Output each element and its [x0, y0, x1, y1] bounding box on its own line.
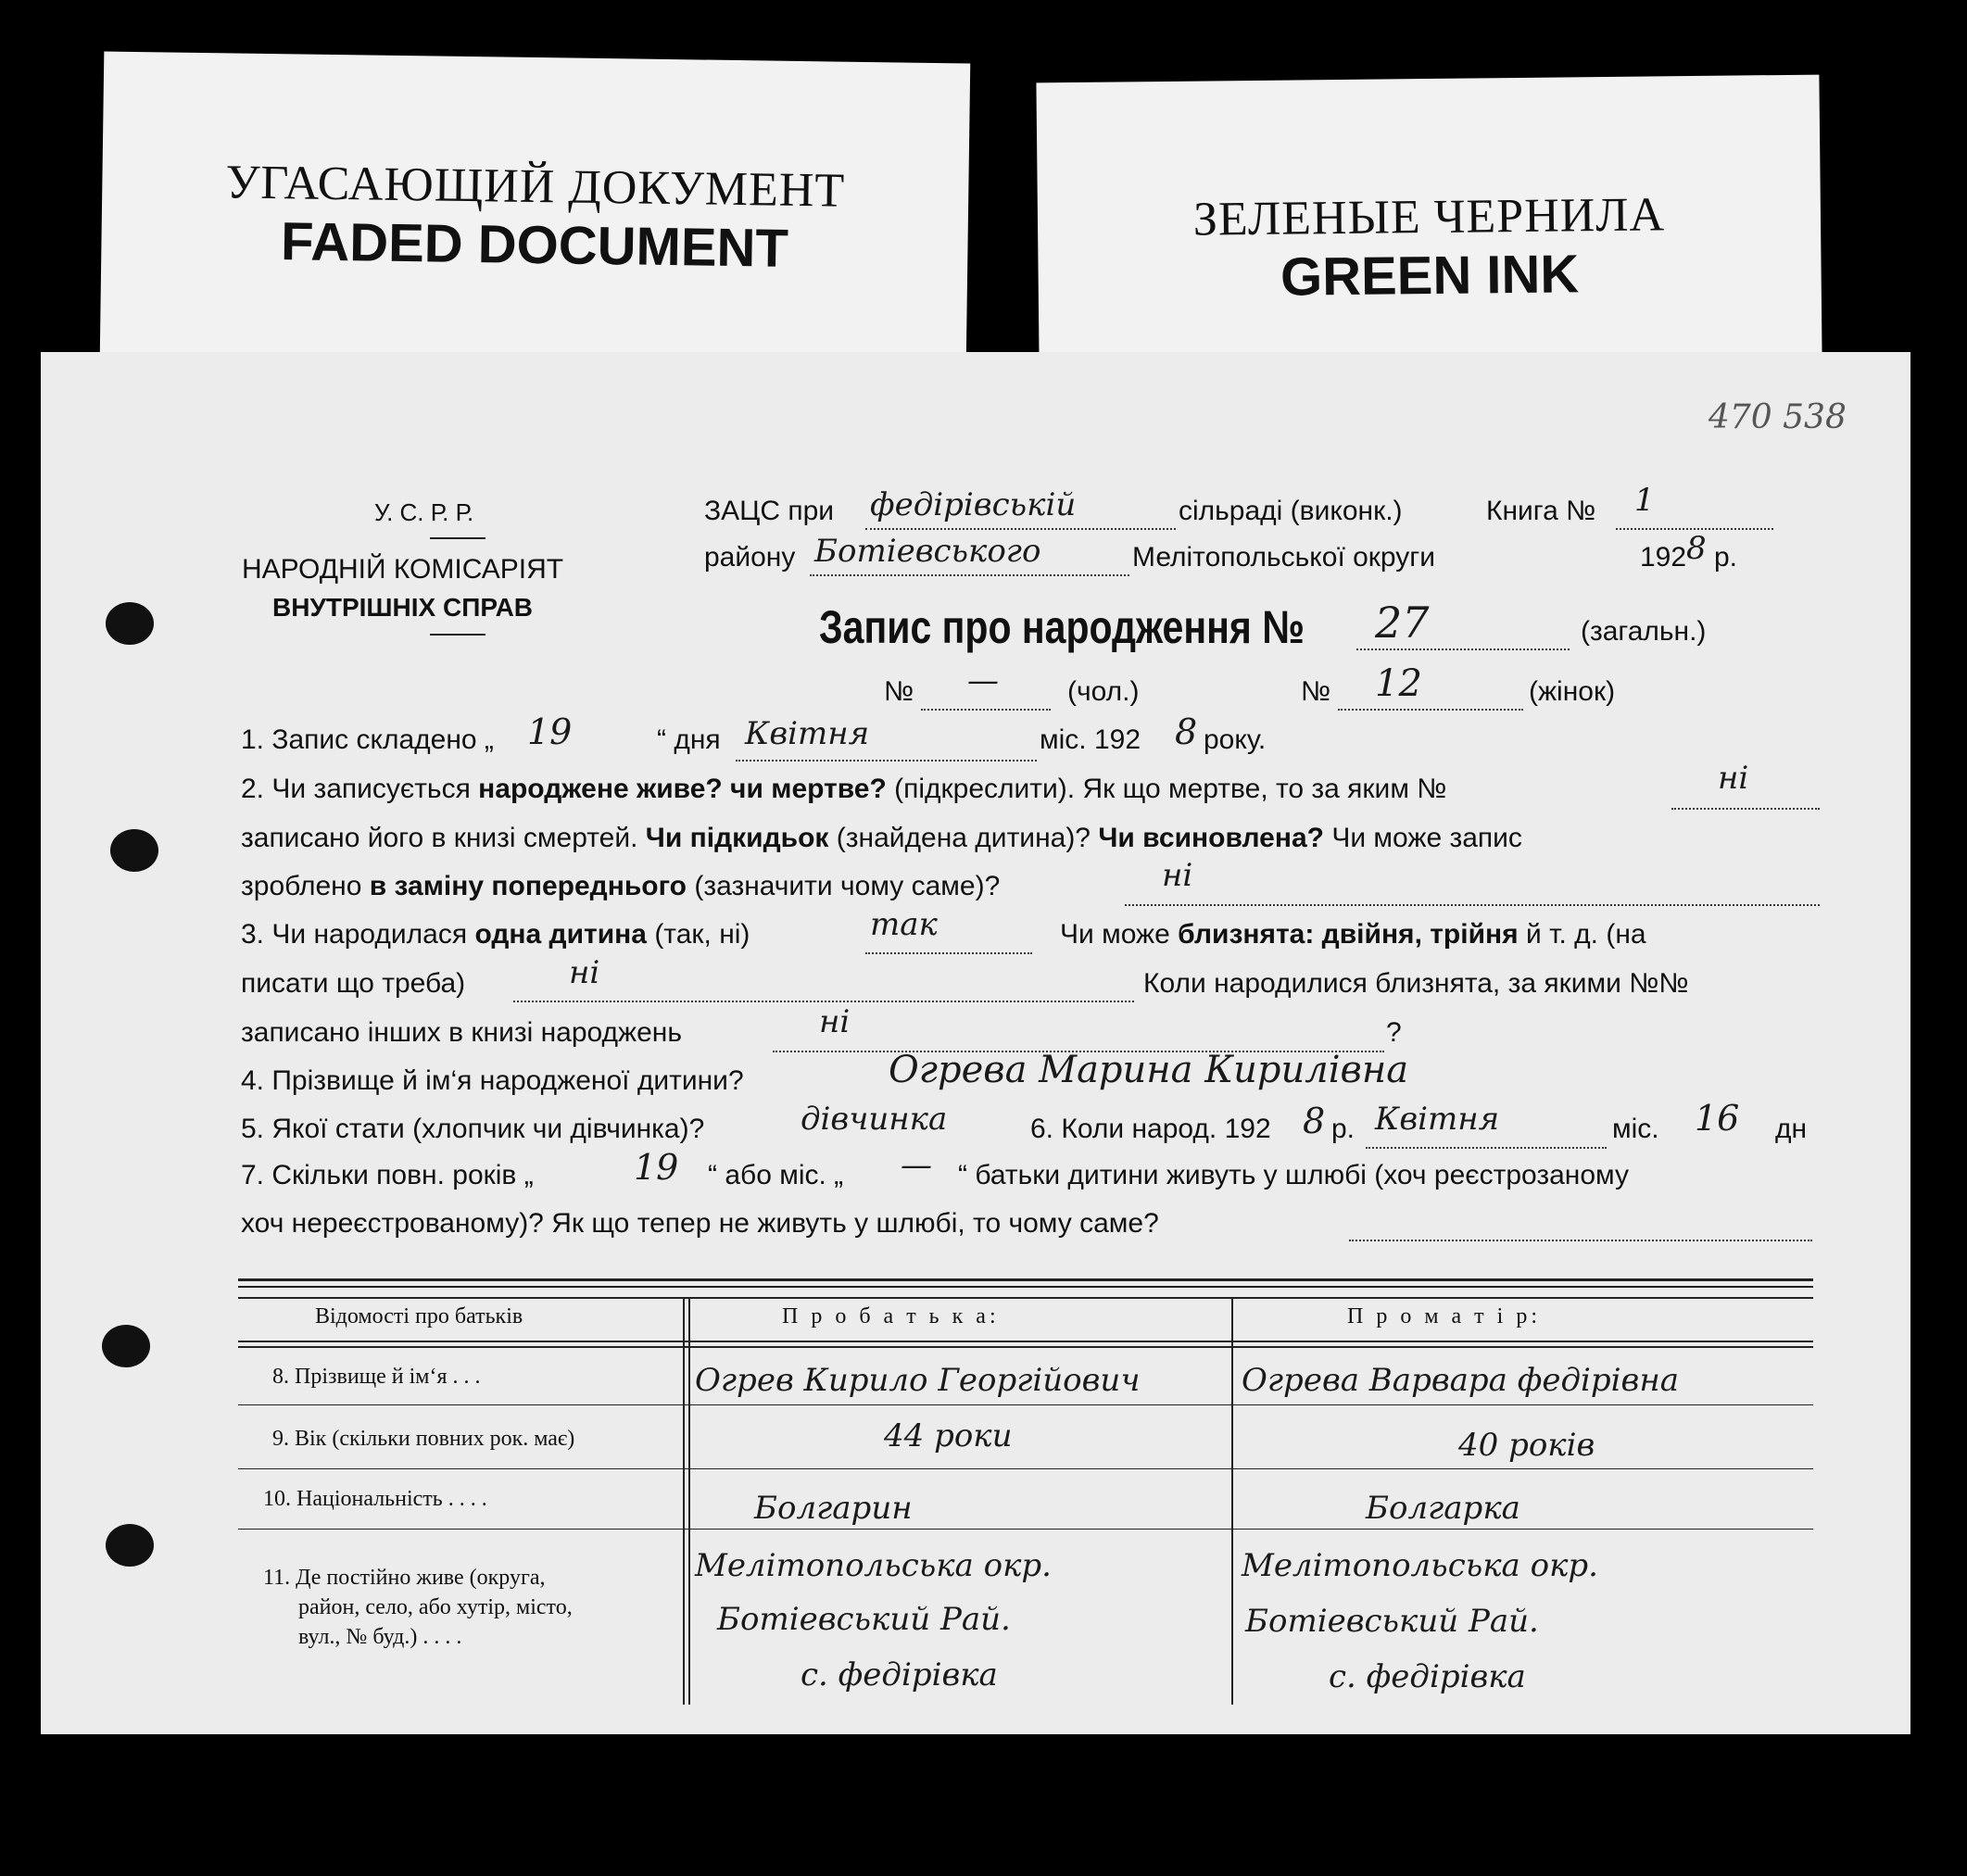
female-label: (жінок)	[1529, 676, 1616, 707]
village-council-label: сільраді (виконк.)	[1179, 496, 1403, 526]
item1-day: 19	[527, 711, 573, 752]
mother-age: 40 років	[1458, 1427, 1595, 1464]
mother-residence-3: с. федірівка	[1329, 1658, 1526, 1695]
table-header-father: П р о б а т ь к а:	[782, 1304, 1000, 1328]
female-number: 12	[1375, 662, 1422, 705]
table-rule	[238, 1404, 1813, 1405]
green-ink-tag	[1036, 75, 1822, 366]
female-line	[1338, 709, 1523, 711]
zags-value: федірівській	[870, 486, 1077, 523]
table-col-rule	[683, 1297, 685, 1705]
mother-residence-1: Мелітопольська окр.	[1242, 1547, 1598, 1584]
punch-hole	[106, 602, 154, 645]
archive-number: 470 538	[1709, 398, 1847, 436]
item3-line3: записано інших в книзі народжень	[241, 1017, 683, 1048]
item3-question: ?	[1386, 1017, 1402, 1048]
item1-year: 8	[1175, 711, 1198, 752]
item3-line1-b: Чи може близнята: двійня, трійня й т. д. (на	[1060, 919, 1646, 950]
mother-name: Огрева Варвара федірівна	[1242, 1362, 1679, 1399]
father-age: 44 роки	[884, 1417, 1013, 1454]
item1-text: 1. Запис складено „	[241, 724, 494, 755]
item2-line	[1671, 808, 1820, 810]
item3-single: так	[870, 906, 938, 943]
item2-line-3	[1125, 904, 1820, 906]
item7-text-c: “ батьки дитини живуть у шлюбі (хоч реєстрозаному	[958, 1160, 1629, 1190]
birth-record-form	[41, 352, 1910, 1734]
table-rule	[238, 1529, 1813, 1530]
item3-other-numbers: ні	[819, 1003, 851, 1040]
ussr-label: У. С. Р. Р.	[374, 498, 474, 526]
father-residence-1: Мелітопольська окр.	[695, 1547, 1052, 1584]
row-name-label: 8. Прізвище й ім‘я . . .	[272, 1365, 481, 1389]
item6-year: 8	[1303, 1101, 1326, 1141]
item7-line2: хоч нереєстрованому)? Як що тепер не живуть у шлюбі, то чому саме?	[241, 1208, 1159, 1239]
year-prefix: 192	[1640, 542, 1687, 573]
item3-line	[865, 952, 1032, 954]
year-value: 8	[1686, 530, 1707, 567]
item7-text: 7. Скільки повн. років „	[241, 1160, 534, 1190]
district-line	[810, 574, 1129, 576]
father-residence-2: Ботіевський Рай.	[717, 1601, 1011, 1638]
male-number: —	[967, 662, 999, 699]
table-header-parents: Відомості про батьків	[315, 1304, 523, 1328]
father-nationality: Болгарин	[754, 1490, 913, 1527]
year-suffix: р.	[1714, 542, 1738, 573]
mother-residence-2: Ботіевський Рай.	[1245, 1603, 1539, 1640]
marriage-years: 19	[634, 1147, 679, 1188]
item3-line2: писати що треба)	[241, 968, 466, 999]
item2-death-number: ні	[1718, 760, 1749, 797]
item7-line	[1349, 1240, 1812, 1241]
item3-twins: ні	[569, 954, 600, 991]
female-no-label: №	[1301, 676, 1331, 707]
green-ink-tag-ru: ЗЕЛЕНЫЕ ЧЕРНИЛА	[1192, 188, 1666, 246]
item6-r: р.	[1331, 1114, 1355, 1144]
item2-line2: записано його в книзі смертей. Чи підкидьок (знайдена дитина)? Чи всиновлена? Чи може запис	[241, 823, 1522, 853]
row-residence-label-3: вул., № буд.) . . . .	[298, 1625, 462, 1649]
item5-text: 5. Якої стати (хлопчик чи дівчинка)?	[241, 1114, 705, 1144]
birth-day: 16	[1695, 1098, 1740, 1139]
child-name: Огрева Марина Кирилівна	[889, 1049, 1409, 1091]
district-value: Ботіевського	[814, 533, 1041, 570]
father-residence-3: с. федірівка	[801, 1656, 998, 1693]
item6-day-label: дн	[1775, 1114, 1808, 1144]
item2-line3: зроблено в заміну попереднього (зазначити чому саме)?	[241, 871, 1001, 901]
item1-month: Квітня	[745, 715, 870, 752]
table-rule	[238, 1468, 1813, 1469]
item6-text: 6. Коли народ. 192	[1030, 1114, 1271, 1144]
divider	[430, 537, 485, 539]
male-line	[921, 709, 1051, 711]
punch-hole	[102, 1325, 150, 1367]
row-residence-label-1: 11. Де постійно живе (округа,	[263, 1566, 546, 1590]
item3-line2-b: Коли народилися близнята, за якими №№	[1143, 968, 1689, 999]
table-rule	[238, 1278, 1813, 1281]
punch-hole	[110, 829, 158, 872]
item1-text-b: “ дня	[657, 724, 721, 755]
item6-month-label: міс.	[1612, 1114, 1659, 1144]
mother-nationality: Болгарка	[1366, 1490, 1520, 1527]
punch-hole	[106, 1524, 154, 1567]
faded-document-tag-ru: УГАСАЮЩИЙ ДОКУМЕНТ	[225, 156, 846, 218]
green-ink-tag-en: GREEN INK	[1280, 244, 1580, 308]
faded-document-tag	[100, 51, 971, 369]
father-name: Огрев Кирило Георгійович	[695, 1362, 1141, 1399]
zags-line	[865, 528, 1176, 530]
record-number: 27	[1375, 598, 1430, 648]
table-rule	[238, 1286, 1813, 1288]
row-nationality-label: 10. Національність . . . .	[263, 1487, 487, 1511]
item1-text-c: міс. 192	[1040, 724, 1141, 755]
okrug-label: Мелітопольської округи	[1132, 542, 1435, 573]
divider	[430, 634, 485, 636]
item7-text-b: “ або міс. „	[708, 1160, 844, 1190]
item1-month-line	[736, 760, 1037, 762]
book-label: Книга №	[1486, 496, 1596, 526]
male-label: (чол.)	[1067, 676, 1140, 707]
item4-text: 4. Прізвище й ім‘я народженої дитини?	[241, 1065, 744, 1096]
commissariat-label: НАРОДНІЙ КОМІСАРІЯТ	[242, 554, 564, 585]
faded-document-tag-en: FADED DOCUMENT	[280, 211, 789, 279]
table-rule	[238, 1346, 1813, 1348]
birth-month: Квітня	[1375, 1101, 1500, 1138]
table-rule	[238, 1341, 1813, 1342]
district-label: району	[704, 542, 796, 573]
child-sex: дівчинка	[801, 1101, 948, 1138]
table-col-rule	[688, 1297, 690, 1705]
row-age-label: 9. Вік (скільки повних рок. має)	[272, 1427, 575, 1451]
record-number-line	[1356, 648, 1570, 650]
commissariat-label-2: ВНУТРІШНІХ СПРАВ	[272, 593, 534, 622]
item1-text-d: року.	[1204, 724, 1267, 755]
item3-line1: 3. Чи народилася одна дитина (так, ні)	[241, 919, 750, 950]
table-header-mother: П р о м а т і р:	[1347, 1304, 1541, 1328]
marriage-months: —	[901, 1147, 932, 1184]
general-label: (загальн.)	[1581, 616, 1707, 647]
table-rule	[238, 1297, 1813, 1299]
record-title: Запис про народження №	[819, 601, 1305, 653]
row-residence-label-2: район, село, або хутір, місто,	[298, 1595, 573, 1619]
item2-replacement: ні	[1162, 857, 1193, 894]
zags-label: ЗАЦС при	[704, 496, 835, 526]
item6-line	[1366, 1147, 1607, 1149]
book-number: 1	[1634, 482, 1655, 519]
item3-line-2	[513, 1001, 1134, 1002]
male-no-label: №	[884, 676, 914, 707]
table-col-rule	[1231, 1297, 1233, 1705]
item2-line1: 2. Чи записується народжене живе? чи мертве? (підкреслити). Як що мертве, то за яким №	[241, 774, 1447, 804]
